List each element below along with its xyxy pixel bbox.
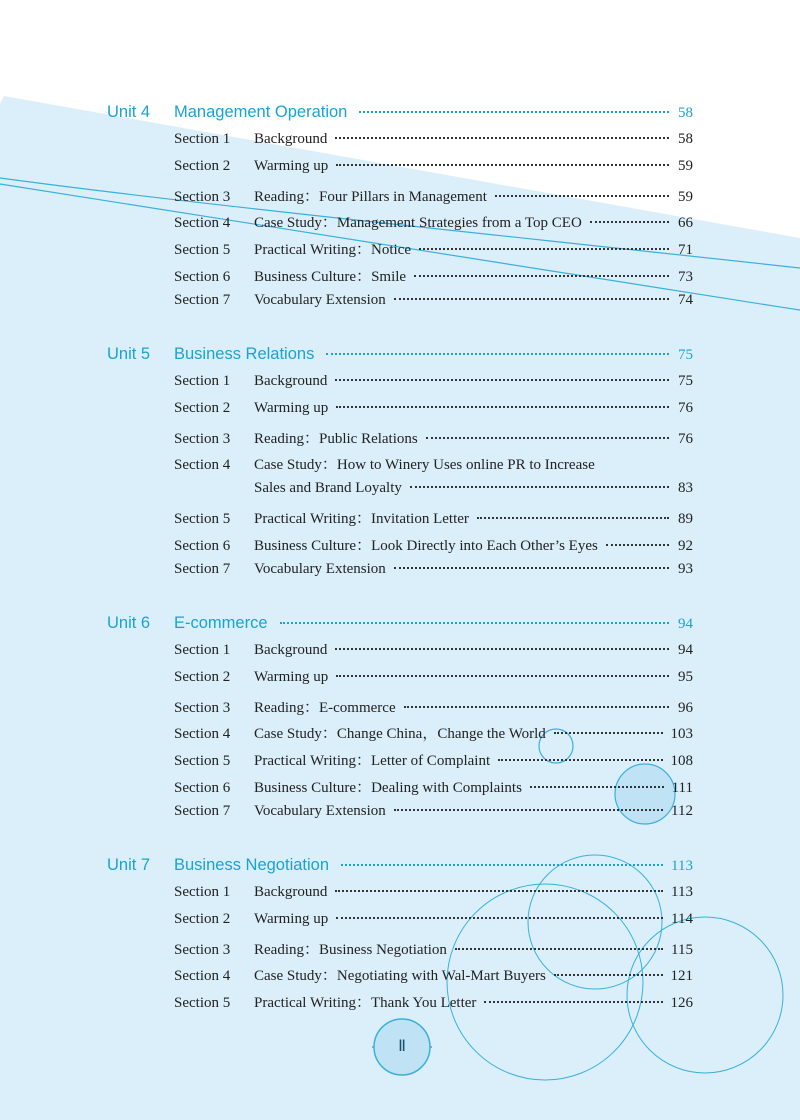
leader-dots — [426, 437, 669, 439]
unit-number: Unit 6 — [107, 614, 151, 632]
leader-dots — [280, 622, 669, 624]
page-number: Ⅱ — [398, 1038, 406, 1055]
section-title: Practical Writing：Notice — [254, 242, 411, 259]
section-page-number: 59 — [678, 188, 693, 205]
section-label: Section 1 — [174, 884, 231, 900]
leader-dots — [335, 890, 663, 892]
toc-entry[interactable] — [107, 211, 693, 238]
leader-dots — [477, 517, 669, 519]
section-page-number: 121 — [670, 968, 693, 985]
section-label: Section 1 — [174, 373, 231, 389]
toc-entry[interactable] — [107, 561, 693, 588]
leader-dots — [530, 786, 664, 788]
unit-title: Business Negotiation — [174, 856, 330, 874]
unit-heading[interactable] — [107, 856, 693, 884]
section-label: Section 7 — [174, 802, 231, 819]
section-title: Warming up — [254, 399, 329, 416]
leader-dots — [404, 706, 669, 708]
toc-entry[interactable] — [107, 991, 693, 1018]
toc-entry[interactable] — [107, 185, 693, 212]
section-page-number: 73 — [678, 268, 693, 285]
leader-dots — [326, 353, 669, 355]
section-page-number: 58 — [678, 131, 693, 147]
section-title: Background — [254, 373, 328, 389]
section-page-number: 83 — [678, 480, 693, 497]
section-title: Warming up — [254, 668, 329, 685]
leader-dots — [495, 195, 669, 197]
section-title: Practical Writing：Letter of Complaint — [254, 753, 491, 770]
section-label: Section 6 — [174, 537, 231, 554]
section-title: Practical Writing：Invitation Letter — [254, 510, 469, 527]
unit-title: Business Relations — [174, 345, 315, 363]
unit-page-number: 113 — [671, 858, 693, 874]
section-label: Section 2 — [174, 157, 231, 174]
section-title: Case Study：Management Strategies from a Top CEO — [254, 215, 582, 232]
toc-entry[interactable] — [107, 669, 693, 696]
unit-heading[interactable] — [107, 103, 693, 131]
leader-dots — [335, 137, 669, 139]
section-label: Section 3 — [174, 188, 231, 205]
section-title: Business Culture：Smile — [254, 268, 407, 285]
section-page-number: 112 — [671, 802, 693, 819]
toc-entry[interactable] — [107, 265, 693, 292]
section-page-number: 108 — [670, 753, 693, 770]
section-label: Section 2 — [174, 399, 231, 416]
section-label: Section 4 — [174, 215, 231, 232]
leader-dots — [590, 221, 669, 223]
section-label: Section 7 — [174, 291, 231, 308]
unit-block — [107, 103, 693, 319]
toc-entry[interactable] — [107, 696, 693, 723]
unit-page-number: 58 — [678, 105, 693, 121]
unit-page-number: 94 — [678, 616, 693, 632]
unit-page-number: 75 — [678, 347, 693, 363]
leader-dots — [394, 298, 669, 300]
leader-dots — [341, 864, 663, 866]
section-page-number: 59 — [678, 157, 693, 174]
toc-entry[interactable] — [107, 884, 693, 911]
section-label: Section 3 — [174, 699, 231, 716]
section-title: Reading：Business Negotiation — [254, 941, 447, 958]
toc-entry[interactable] — [107, 776, 693, 803]
unit-block — [107, 614, 693, 830]
section-page-number: 96 — [678, 699, 693, 716]
section-page-number: 76 — [678, 399, 693, 416]
section-page-number: 76 — [678, 430, 693, 447]
section-label: Section 3 — [174, 941, 231, 958]
section-page-number: 115 — [671, 941, 693, 958]
unit-number: Unit 7 — [107, 856, 151, 874]
unit-heading[interactable] — [107, 345, 693, 373]
section-title: Background — [254, 131, 328, 147]
leader-dots — [498, 759, 662, 761]
section-label: Section 4 — [174, 457, 231, 474]
unit-title: Management Operation — [174, 103, 348, 121]
leader-dots — [359, 111, 669, 113]
section-page-number: 92 — [678, 537, 693, 554]
section-label: Section 2 — [174, 668, 231, 685]
section-page-number: 103 — [670, 726, 693, 743]
section-title: Case Study：How to Winery Uses online PR to Increase — [254, 457, 595, 474]
unit-number: Unit 4 — [107, 103, 151, 121]
toc-entry[interactable] — [107, 400, 693, 427]
section-page-number: 75 — [678, 373, 693, 389]
section-title: Vocabulary Extension — [254, 291, 386, 308]
section-title: Business Culture：Dealing with Complaints — [254, 779, 522, 796]
section-label: Section 2 — [174, 910, 231, 927]
section-label: Section 1 — [174, 131, 231, 147]
toc-entry-continuation[interactable] — [107, 480, 693, 507]
toc-entry[interactable] — [107, 131, 693, 158]
leader-dots — [414, 275, 669, 277]
section-title: Background — [254, 642, 328, 658]
unit-block — [107, 345, 693, 587]
section-label: Section 5 — [174, 753, 231, 770]
unit-title: E-commerce — [174, 614, 268, 632]
section-page-number: 94 — [678, 642, 693, 658]
toc-entry[interactable] — [107, 534, 693, 561]
toc-entry[interactable] — [107, 507, 693, 534]
section-title: Warming up — [254, 910, 329, 927]
toc-entry[interactable] — [107, 453, 693, 480]
section-label: Section 4 — [174, 726, 231, 743]
section-label: Section 5 — [174, 242, 231, 259]
leader-dots — [484, 1001, 662, 1003]
toc-entry[interactable] — [107, 238, 693, 265]
section-label: Section 5 — [174, 995, 231, 1012]
section-title: Vocabulary Extension — [254, 560, 386, 577]
section-title: Business Culture：Look Directly into Each Other’s Eyes — [254, 537, 598, 554]
section-title: Case Study：Change China，Change the World — [254, 726, 546, 743]
section-label: Section 6 — [174, 268, 231, 285]
section-page-number: 66 — [678, 215, 693, 232]
section-page-number: 71 — [678, 242, 693, 259]
section-title: Reading：Four Pillars in Management — [254, 188, 487, 205]
toc-entry[interactable] — [107, 749, 693, 776]
section-title: Warming up — [254, 157, 329, 174]
section-title-continued: Sales and Brand Loyalty — [254, 480, 402, 497]
section-page-number: 114 — [671, 910, 693, 927]
leader-dots — [410, 486, 669, 488]
section-label: Section 6 — [174, 779, 231, 796]
section-title: Practical Writing：Thank You Letter — [254, 995, 477, 1012]
leader-dots — [394, 809, 663, 811]
toc-entry[interactable] — [107, 803, 693, 830]
toc-entry[interactable] — [107, 964, 693, 991]
section-title: Case Study：Negotiating with Wal-Mart Buyers — [254, 968, 546, 985]
toc-entry[interactable] — [107, 373, 693, 400]
unit-block — [107, 856, 693, 1018]
leader-dots — [554, 732, 663, 734]
section-title: Reading：Public Relations — [254, 430, 418, 447]
page-folio — [372, 1017, 432, 1077]
toc-entry[interactable] — [107, 427, 693, 454]
section-label: Section 1 — [174, 642, 231, 658]
leader-dots — [336, 406, 669, 408]
leader-dots — [455, 948, 663, 950]
leader-dots — [419, 248, 669, 250]
toc-entry[interactable] — [107, 158, 693, 185]
toc-entry[interactable] — [107, 911, 693, 938]
toc-entry[interactable] — [107, 642, 693, 669]
section-label: Section 3 — [174, 430, 231, 447]
section-page-number: 113 — [671, 884, 693, 900]
leader-dots — [336, 917, 663, 919]
toc-entry[interactable] — [107, 938, 693, 965]
leader-dots — [336, 675, 669, 677]
section-page-number: 111 — [671, 779, 693, 796]
leader-dots — [554, 974, 663, 976]
section-label: Section 4 — [174, 968, 231, 985]
unit-heading[interactable] — [107, 614, 693, 642]
leader-dots — [335, 379, 669, 381]
section-title: Vocabulary Extension — [254, 802, 386, 819]
leader-dots — [606, 544, 669, 546]
section-page-number: 89 — [678, 510, 693, 527]
section-title: Reading：E-commerce — [254, 699, 396, 716]
toc-entry[interactable] — [107, 292, 693, 319]
leader-dots — [335, 648, 669, 650]
section-label: Section 5 — [174, 510, 231, 527]
section-label: Section 7 — [174, 560, 231, 577]
section-title: Background — [254, 884, 328, 900]
leader-dots — [394, 567, 669, 569]
section-page-number: 95 — [678, 668, 693, 685]
unit-number: Unit 5 — [107, 345, 151, 363]
section-page-number: 93 — [678, 560, 693, 577]
section-page-number: 74 — [678, 291, 693, 308]
section-page-number: 126 — [670, 995, 693, 1012]
toc-entry[interactable] — [107, 722, 693, 749]
leader-dots — [336, 164, 669, 166]
